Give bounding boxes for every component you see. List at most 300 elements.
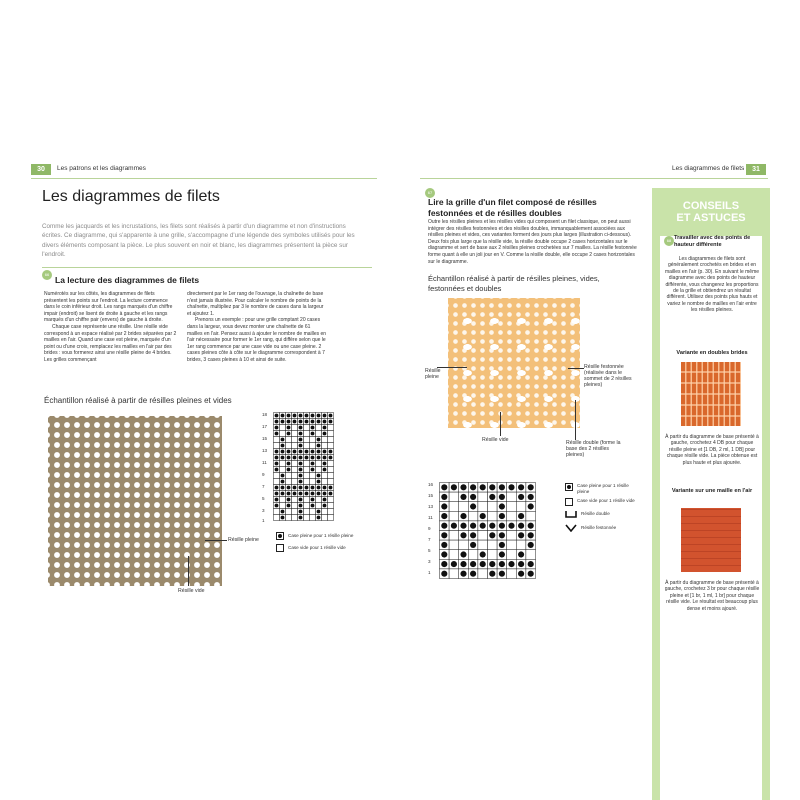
- chart-cell: [286, 473, 292, 479]
- chart-dot: [528, 571, 534, 577]
- chart-dot: [441, 571, 447, 577]
- chart-dot: [275, 450, 279, 454]
- sidebar-title-line2: ET ASTUCES: [676, 212, 746, 224]
- chart-cell: [280, 467, 286, 473]
- chart-dot: [508, 523, 514, 529]
- chart-cell: [292, 473, 298, 479]
- right-label-double-leader: [575, 400, 576, 440]
- right-row-numbers: [428, 482, 438, 582]
- left-filet-chart: [273, 412, 335, 524]
- chart-cell: [310, 437, 316, 443]
- chart-dot: [311, 432, 315, 436]
- right-row-number: 1: [428, 570, 431, 575]
- chart-dot: [441, 513, 447, 519]
- chart-dot: [480, 484, 486, 490]
- right-page-number: 31: [746, 164, 766, 175]
- chart-cell: [292, 503, 298, 509]
- chart-dot: [281, 480, 285, 484]
- chart-dot: [305, 414, 309, 418]
- left-row-number: 13: [262, 448, 268, 453]
- chart-dot: [311, 462, 315, 466]
- chart-dot: [441, 532, 447, 538]
- chart-dot: [508, 561, 514, 567]
- chart-dot: [499, 542, 505, 548]
- chart-cell: [488, 511, 498, 521]
- chart-cell: [280, 431, 286, 437]
- chart-cell: [292, 437, 298, 443]
- chart-dot: [329, 456, 333, 460]
- chart-cell: [328, 515, 334, 521]
- right-row-number: 5: [428, 548, 431, 553]
- chart-cell: [449, 540, 459, 550]
- chart-dot: [287, 486, 291, 490]
- left-row-number: 9: [262, 472, 265, 477]
- chart-dot: [299, 456, 303, 460]
- yellow-crochet-swatch: [448, 298, 580, 428]
- right-row-number: 16: [428, 482, 434, 487]
- chart-dot: [329, 486, 333, 490]
- chart-dot: [528, 542, 534, 548]
- chart-dot: [499, 532, 505, 538]
- chart-dot: [317, 450, 321, 454]
- chart-cell: [304, 431, 310, 437]
- chart-dot: [317, 480, 321, 484]
- chart-cell: [304, 479, 310, 485]
- chart-cell: [478, 531, 488, 541]
- chart-dot: [470, 571, 476, 577]
- chart-cell: [316, 461, 322, 467]
- chart-dot: [480, 561, 486, 567]
- chart-cell: [328, 425, 334, 431]
- body-column-1-para2: Chaque case représente une résille. Une résille vide correspond à un espace réalisé par 2 brides séparées par 2 mailles en l'air. Quand une case est pleine, marquée d'un point ou d'une croix, remplacez les mailles en l'air par des brides : vous formerez ainsi une résille pleine de 4 brides. Les grilles commençant: [44, 323, 177, 363]
- left-legend-full: Case pleine pour 1 résille pleine: [288, 533, 354, 539]
- chart-dot: [518, 532, 524, 538]
- chart-cell: [507, 531, 517, 541]
- intro-paragraph: Comme les jacquards et les incrustations, les filets sont réalisés à partir d'un diagramme et non d'instructions écrites. Ce diagramme, qui s'apparente à une grille, s'accompagne d'une légende des symboles utilisés pour les divers éléments composant la pièce. Le plus souvent en noir et blanc, les diagrammes présentent la pièce sur l'endroit.: [42, 223, 355, 258]
- chart-dot: [460, 484, 466, 490]
- left-row-number: 11: [262, 460, 267, 465]
- chart-dot: [470, 503, 476, 509]
- chart-dot: [287, 414, 291, 418]
- right-running-head: Les diagrammes de filets: [672, 165, 745, 172]
- chart-dot: [287, 468, 291, 472]
- chart-cell: [328, 461, 334, 467]
- chart-dot: [470, 523, 476, 529]
- chart-dot: [451, 523, 457, 529]
- chart-cell: [322, 443, 328, 449]
- chart-cell: [478, 569, 488, 579]
- chart-dot: [323, 462, 327, 466]
- chart-dot: [275, 468, 279, 472]
- chart-dot: [275, 498, 279, 502]
- chart-cell: [304, 509, 310, 515]
- scallop-mesh-symbol-icon: [565, 524, 577, 532]
- chart-cell: [304, 437, 310, 443]
- chart-cell: [316, 503, 322, 509]
- right-row-number: 7: [428, 537, 431, 542]
- chart-dot: [287, 420, 291, 424]
- chart-cell: [310, 473, 316, 479]
- right-header-rule: [420, 178, 768, 179]
- chart-dot: [480, 551, 486, 557]
- chart-cell: [274, 473, 280, 479]
- chart-cell: [292, 431, 298, 437]
- chart-cell: [516, 540, 526, 550]
- chart-cell: [516, 502, 526, 512]
- chart-dot: [317, 474, 321, 478]
- left-header-rule: [31, 178, 377, 179]
- chart-cell: [292, 515, 298, 521]
- chart-cell: [328, 497, 334, 503]
- chart-dot: [480, 513, 486, 519]
- chart-dot: [281, 456, 285, 460]
- chart-cell: [322, 509, 328, 515]
- chart-dot: [299, 420, 303, 424]
- right-label-full-leader: [437, 367, 467, 368]
- chart-dot: [499, 484, 505, 490]
- chart-cell: [304, 473, 310, 479]
- chart-cell: [488, 502, 498, 512]
- left-label-full: Résille pleine: [228, 537, 259, 543]
- chart-dot: [460, 494, 466, 500]
- chart-dot: [275, 486, 279, 490]
- chart-cell: [478, 540, 488, 550]
- section-title: La lecture des diagrammes de filets: [55, 275, 200, 285]
- chart-dot: [317, 444, 321, 448]
- chart-cell: [449, 531, 459, 541]
- chart-cell: [310, 479, 316, 485]
- chart-dot: [480, 523, 486, 529]
- chart-dot: [317, 510, 321, 514]
- chart-dot: [299, 432, 303, 436]
- right-label-double: Résille double (forme la base des 2 résilles pleines): [566, 440, 621, 458]
- chart-dot: [489, 494, 495, 500]
- chart-dot: [441, 551, 447, 557]
- chart-dot: [299, 414, 303, 418]
- right-label-empty: Résille vide: [482, 437, 509, 443]
- chart-dot: [305, 420, 309, 424]
- chart-cell: [286, 437, 292, 443]
- left-row-number: 15: [262, 436, 268, 441]
- chart-cell: [449, 492, 459, 502]
- chart-dot: [293, 420, 297, 424]
- chart-dot: [528, 494, 534, 500]
- chart-dot: [441, 523, 447, 529]
- chart-cell: [316, 497, 322, 503]
- right-label-empty-leader: [500, 412, 501, 436]
- chart-cell: [328, 509, 334, 515]
- chart-dot: [489, 532, 495, 538]
- right-section-badge: 67: [425, 188, 435, 198]
- chart-dot: [323, 486, 327, 490]
- chart-cell: [328, 467, 334, 473]
- chart-dot: [305, 456, 309, 460]
- red-crochet-swatch: [681, 508, 741, 572]
- chart-dot: [499, 523, 505, 529]
- chart-dot: [518, 551, 524, 557]
- chart-cell: [507, 540, 517, 550]
- orange-crochet-swatch: [681, 362, 741, 426]
- chart-cell: [478, 492, 488, 502]
- sidebar-variant2-title: Variante sur une maille en l'air: [671, 488, 753, 494]
- right-row-number: 3: [428, 559, 431, 564]
- double-mesh-symbol-icon: [565, 510, 577, 518]
- chart-cell: [328, 473, 334, 479]
- chart-cell: [286, 509, 292, 515]
- chart-dot: [441, 494, 447, 500]
- sidebar-variant2-text: À partir du diagramme de base présenté à gauche, crochetez 3 br pour chaque résille pleine et [1 br, 1 ml, 1 br] pour chaque résille vide. Le résultat est beaucoup plus dense et moins ajouré.: [664, 580, 760, 612]
- chart-cell: [526, 550, 536, 560]
- body-column-1-para1: Numérotés sur les côtés, les diagrammes de filets présentent les points sur l'endroit. La lecture commence dans le coin inférieur droit. Les rangs marqués d'un chiffre impair (endroit) se lisent de droite à gauche et les rangs marqués d'un chiffre pair (envers) de gauche à droite.: [44, 291, 173, 324]
- right-label-full: Résille pleine: [425, 368, 441, 380]
- chart-dot: [518, 561, 524, 567]
- chart-dot: [311, 468, 315, 472]
- full-cell-symbol-icon: [276, 532, 284, 540]
- right-section-title: Lire la grille d'un filet composé de résilles festonnées et de résilles doubles: [428, 197, 597, 218]
- chart-cell: [328, 479, 334, 485]
- chart-cell: [274, 437, 280, 443]
- section-rule: [42, 267, 372, 268]
- chart-dot: [528, 484, 534, 490]
- sidebar-tip-title: Travailler avec des points de hauteur différente: [674, 235, 751, 248]
- right-row-number: 9: [428, 526, 431, 531]
- chart-dot: [460, 571, 466, 577]
- chart-dot: [317, 456, 321, 460]
- chart-dot: [275, 420, 279, 424]
- chart-dot: [287, 456, 291, 460]
- chart-dot: [311, 504, 315, 508]
- chart-dot: [451, 561, 457, 567]
- right-legend-double: Résille double: [581, 511, 610, 517]
- chart-cell: [280, 461, 286, 467]
- left-label-empty-leader: [188, 556, 189, 586]
- chart-dot: [518, 513, 524, 519]
- chart-dot: [317, 438, 321, 442]
- chart-dot: [311, 486, 315, 490]
- chart-dot: [287, 492, 291, 496]
- left-row-number: 1: [262, 518, 265, 523]
- sidebar-title-line1: CONSEILS: [682, 200, 740, 212]
- chart-dot: [323, 504, 327, 508]
- chart-cell: [488, 540, 498, 550]
- chart-dot: [299, 474, 303, 478]
- chart-cell: [316, 431, 322, 437]
- chart-dot: [499, 503, 505, 509]
- chart-cell: [507, 511, 517, 521]
- chart-cell: [322, 473, 328, 479]
- chart-dot: [518, 523, 524, 529]
- chart-dot: [311, 492, 315, 496]
- chart-dot: [460, 532, 466, 538]
- chart-cell: [526, 511, 536, 521]
- left-legend: [276, 532, 386, 552]
- chart-dot: [441, 561, 447, 567]
- right-label-scallop: Résille festonnée (réalisée dans le sommet de 2 résilles pleines): [584, 364, 632, 388]
- chart-dot: [287, 450, 291, 454]
- chart-dot: [489, 523, 495, 529]
- left-label-full-leader: [205, 540, 227, 541]
- brown-crochet-swatch: [48, 416, 222, 586]
- chart-cell: [304, 443, 310, 449]
- left-running-head: Les patrons et les diagrammes: [57, 165, 146, 172]
- chart-dot: [329, 414, 333, 418]
- chart-dot: [323, 492, 327, 496]
- chart-dot: [305, 450, 309, 454]
- chart-dot: [287, 462, 291, 466]
- chart-cell: [449, 502, 459, 512]
- chart-dot: [323, 420, 327, 424]
- right-label-scallop-leader: [568, 368, 584, 369]
- chart-cell: [328, 437, 334, 443]
- chart-dot: [293, 450, 297, 454]
- chart-dot: [470, 532, 476, 538]
- left-row-number: 17: [262, 424, 268, 429]
- section-badge: 66: [42, 270, 52, 280]
- chart-dot: [281, 510, 285, 514]
- chart-dot: [499, 551, 505, 557]
- chart-dot: [311, 456, 315, 460]
- chart-dot: [329, 492, 333, 496]
- right-filet-chart: [439, 482, 539, 580]
- chart-dot: [499, 494, 505, 500]
- chart-cell: [304, 425, 310, 431]
- chart-dot: [281, 444, 285, 448]
- chart-cell: [286, 443, 292, 449]
- chart-dot: [287, 498, 291, 502]
- chart-dot: [518, 494, 524, 500]
- chart-dot: [311, 498, 315, 502]
- chart-dot: [305, 486, 309, 490]
- chart-dot: [293, 492, 297, 496]
- body-column-1: [44, 291, 179, 364]
- chart-dot: [528, 532, 534, 538]
- chart-dot: [299, 444, 303, 448]
- chart-dot: [317, 420, 321, 424]
- chart-cell: [292, 467, 298, 473]
- chart-dot: [323, 498, 327, 502]
- chart-cell: [322, 479, 328, 485]
- page-title: Les diagrammes de filets: [42, 188, 220, 205]
- chart-dot: [311, 426, 315, 430]
- chart-cell: [292, 497, 298, 503]
- chart-dot: [299, 516, 303, 520]
- right-body: Outre les résilles pleines et les résilles vides qui composent un filet classique, on peut aussi intégrer des résilles festonnées et des résilles doubles, immanquablement associées aux résilles pleines et vides, ces variantes forment des jours plus larges (illustration ci-dessous). Deux fois plus large que la résille vide, la résille double occupe 2 cases horizontales sur le diagramme et sert de base aux 2 résilles pleines crochetées sur 7 mailles. La résille festonnée forme quant à elle un joli jour en V. Comme la résille double, elle occupe 2 cases horizontales sur le diagramme.: [428, 219, 637, 265]
- chart-dot: [299, 504, 303, 508]
- chart-cell: [274, 515, 280, 521]
- chart-dot: [460, 523, 466, 529]
- right-row-number: 11: [428, 515, 433, 520]
- chart-dot: [317, 492, 321, 496]
- chart-dot: [299, 492, 303, 496]
- chart-dot: [518, 571, 524, 577]
- chart-dot: [470, 561, 476, 567]
- chart-cell: [304, 467, 310, 473]
- right-legend-scallop: Résille festonnée: [581, 525, 617, 531]
- chart-cell: [292, 509, 298, 515]
- empty-cell-symbol-icon: [565, 498, 573, 506]
- chart-dot: [528, 561, 534, 567]
- chart-dot: [518, 484, 524, 490]
- left-row-number: 18: [262, 412, 268, 417]
- chart-dot: [317, 516, 321, 520]
- sidebar-title: [652, 200, 770, 224]
- chart-dot: [281, 492, 285, 496]
- chart-dot: [299, 480, 303, 484]
- chart-cell: [292, 443, 298, 449]
- chart-dot: [489, 571, 495, 577]
- right-legend-full: Case pleine pour 1 résille pleine: [577, 483, 629, 494]
- chart-dot: [470, 542, 476, 548]
- left-label-empty: Résille vide: [178, 588, 205, 594]
- chart-cell: [286, 515, 292, 521]
- chart-dot: [329, 450, 333, 454]
- chart-dot: [281, 486, 285, 490]
- chart-cell: [316, 467, 322, 473]
- chart-dot: [528, 523, 534, 529]
- chart-cell: [488, 550, 498, 560]
- chart-cell: [310, 515, 316, 521]
- left-row-number: 5: [262, 496, 265, 501]
- chart-dot: [281, 450, 285, 454]
- chart-dot: [441, 503, 447, 509]
- chart-dot: [299, 468, 303, 472]
- chart-cell: [274, 479, 280, 485]
- sidebar-badge: 68: [664, 236, 674, 246]
- empty-cell-symbol-icon: [276, 544, 284, 552]
- chart-dot: [499, 571, 505, 577]
- right-row-number: 13: [428, 504, 434, 509]
- chart-cell: [280, 503, 286, 509]
- chart-dot: [508, 484, 514, 490]
- yellow-swatch-scallops: [448, 298, 580, 428]
- chart-cell: [304, 515, 310, 521]
- left-sample-caption: Échantillon réalisé à partir de résilles pleines et vides: [44, 396, 232, 405]
- chart-cell: [274, 509, 280, 515]
- left-page-number: 30: [31, 164, 51, 175]
- chart-dot: [489, 561, 495, 567]
- chart-dot: [275, 432, 279, 436]
- chart-cell: [310, 509, 316, 515]
- chart-cell: [328, 443, 334, 449]
- chart-cell: [468, 550, 478, 560]
- chart-dot: [460, 551, 466, 557]
- chart-dot: [305, 492, 309, 496]
- chart-dot: [311, 450, 315, 454]
- chart-cell: [459, 502, 469, 512]
- chart-dot: [275, 426, 279, 430]
- chart-dot: [281, 414, 285, 418]
- chart-dot: [281, 474, 285, 478]
- chart-dot: [299, 426, 303, 430]
- chart-dot: [275, 504, 279, 508]
- chart-cell: [449, 511, 459, 521]
- chart-dot: [275, 492, 279, 496]
- chart-dot: [287, 432, 291, 436]
- chart-dot: [323, 414, 327, 418]
- chart-cell: [328, 503, 334, 509]
- chart-cell: [322, 515, 328, 521]
- chart-dot: [528, 503, 534, 509]
- chart-dot: [299, 462, 303, 466]
- chart-dot: [281, 438, 285, 442]
- left-row-numbers: [262, 412, 272, 522]
- chart-cell: [286, 479, 292, 485]
- chart-dot: [323, 450, 327, 454]
- left-legend-empty: Case vide pour 1 résille vide: [288, 545, 346, 551]
- chart-cell: [328, 431, 334, 437]
- chart-dot: [311, 420, 315, 424]
- chart-cell: [507, 502, 517, 512]
